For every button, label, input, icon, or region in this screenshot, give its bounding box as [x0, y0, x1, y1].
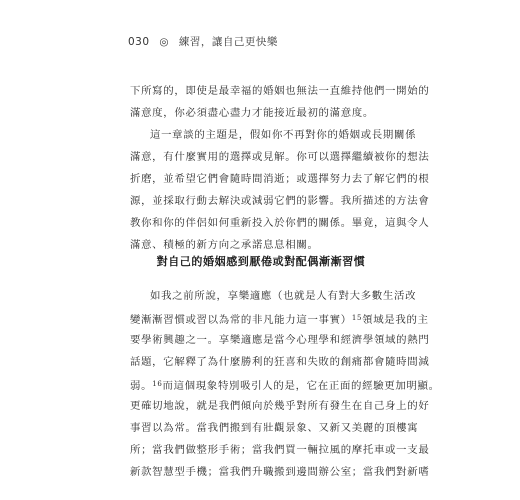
paragraph-line: 源，並採取行動去解決或減弱它們的影響。我所描述的方法會 [130, 195, 430, 207]
paragraph-line: 這一章談的主題是，假如你不再對你的婚姻或長期關係 [150, 129, 417, 141]
paragraph-line: 滿意、積極的新方向之承諾息息相關。 [130, 239, 319, 251]
book-title: 練習，讓自己更快樂 [178, 36, 278, 48]
paragraph-line: 滿意度，你必須盡心盡力才能接近最初的滿意度。 [130, 107, 374, 119]
header-separator-icon: ◎ [159, 36, 170, 48]
paragraph-line [130, 373, 440, 395]
page-number: 030 [128, 36, 150, 48]
paragraph-text: 而這個現象特別吸引人的是，它在正面的經驗更加明顯。 [162, 380, 440, 392]
paragraph-line: 要學術興趣之一。享樂適應是當今心理學和經濟學領域的熱門 [130, 334, 430, 346]
paragraph-text: 弱。 [130, 380, 153, 392]
paragraph-text: 變漸漸習慣或習以為常的非凡能力這一事實） [130, 314, 352, 326]
section-heading: 對自己的婚姻感到厭倦或對配偶漸漸習慣 [156, 255, 366, 268]
paragraph-line: 教你和你的伴侶如何重新投入於你們的關係。畢竟，這與令人 [130, 217, 430, 229]
paragraph-line [130, 307, 429, 329]
paragraph-line: 滿意，有什麼實用的選擇或見解。你可以選擇繼續被你的想法 [130, 151, 430, 163]
paragraph-line: 新款智慧型手機；當我們升職搬到邊間辦公室；當我們對新嗜 [130, 466, 430, 478]
paragraph-line: 事習以為常。當我們搬到有壯觀景象、又新又美麗的頂樓寓 [130, 422, 419, 434]
section-1-text [130, 80, 430, 256]
paragraph-line: 折磨，並希望它們會隨時間消逝；或選擇努力去了解它們的根 [130, 173, 430, 185]
paragraph-line: 下所寫的，即使是最幸福的婚姻也無法一直維持他們一開始的 [130, 85, 430, 97]
paragraph-text: 領域是我的主 [362, 314, 429, 326]
paragraph-line: 所；當我們做整形手術；當我們買一輛拉風的摩托車或一支最 [130, 444, 430, 456]
paragraph-line: 話題，它解釋了為什麼勝利的狂喜和失敗的創痛都會隨時間減 [130, 356, 430, 368]
paragraph-line: 如我之前所說，享樂適應（也就是人有對大多數生活改 [150, 290, 417, 302]
paragraph-line: 更確切地說，就是我們傾向於幾乎對所有發生在自己身上的好 [130, 400, 430, 412]
section-2-text [130, 285, 440, 483]
footnote-marker: 15 [351, 314, 363, 322]
running-header [128, 34, 278, 49]
footnote-marker: 16 [152, 380, 163, 388]
